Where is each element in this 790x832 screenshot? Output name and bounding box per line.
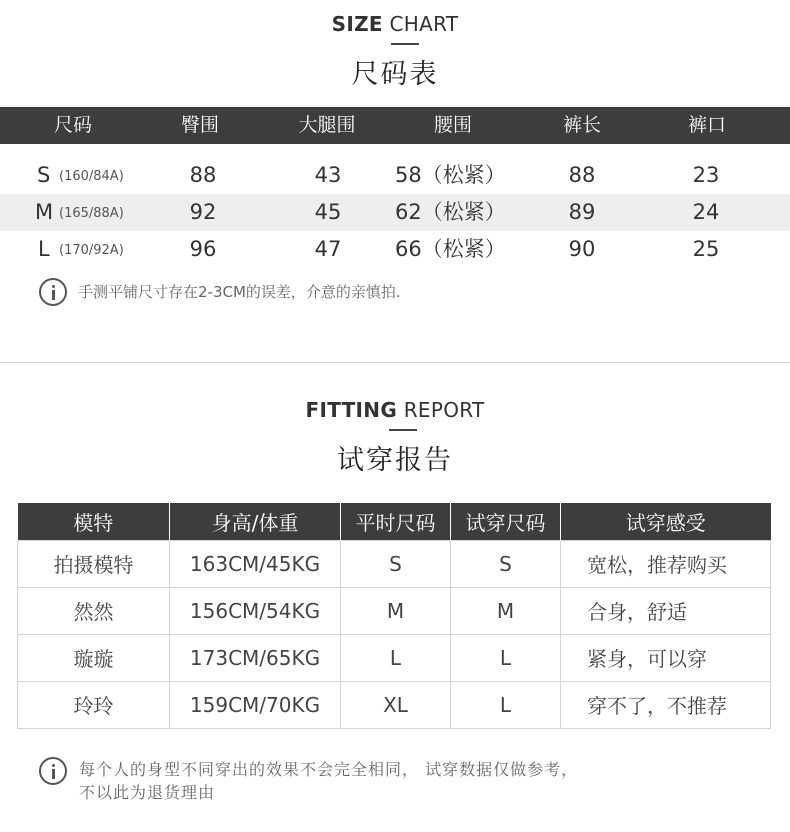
size-waist: 62（松紧） <box>395 200 506 224</box>
size-hem: 24 <box>692 200 720 224</box>
fitting-report-title-en <box>0 398 790 422</box>
size-thigh: 43 <box>314 163 342 187</box>
size-hem: 23 <box>692 163 720 187</box>
fit-height-weight: 156CM/54KG <box>170 587 341 634</box>
fit-tried-size: S <box>451 540 561 587</box>
fitting-report-header <box>18 503 771 540</box>
fit-tried-size: L <box>451 681 561 728</box>
size-spec: (165/88A) <box>59 206 124 221</box>
fit-height-weight: 159CM/70KG <box>170 681 341 728</box>
size-hip: 92 <box>189 200 217 224</box>
size-chart-title-zh: 尺码表 <box>351 59 439 90</box>
size-header-hem: 裤口 <box>687 114 726 136</box>
fit-model: 璇璇 <box>18 634 170 681</box>
fit-height-weight: 173CM/65KG <box>170 634 341 681</box>
fitting-report-note <box>79 758 578 804</box>
fit-tried-size: L <box>451 634 561 681</box>
size-row <box>0 231 790 268</box>
fit-usual-size: S <box>341 540 451 587</box>
size-hem: 25 <box>692 237 720 261</box>
fit-header-feedback: 试穿感受 <box>561 503 771 540</box>
size-length: 89 <box>568 200 596 224</box>
table-row <box>18 634 771 681</box>
size-thigh: 45 <box>314 200 342 224</box>
size-chart-note: 手测平铺尺寸存在2-3CM的误差，介意的亲慎拍. <box>78 283 401 301</box>
fitting-report-table <box>17 503 771 729</box>
size-header-waist: 腰围 <box>433 114 472 136</box>
fitting-report-note-line1: 每个人的身型不同穿出的效果不会完全相同， 试穿数据仅做参考， <box>79 760 579 779</box>
size-length: 90 <box>568 237 596 261</box>
fit-usual-size: M <box>341 587 451 634</box>
fitting-report-title-en-rest: REPORT <box>397 398 485 422</box>
size-chart-title-en <box>0 12 790 36</box>
fit-header-tried-size: 试穿尺码 <box>451 503 561 540</box>
size-code: L <box>38 237 50 261</box>
size-hip: 96 <box>189 237 217 261</box>
size-chart-title-en-bold: SIZE <box>331 12 383 36</box>
info-icon <box>39 757 67 785</box>
fit-height-weight: 163CM/45KG <box>170 540 341 587</box>
table-row <box>18 540 771 587</box>
fit-feedback: 穿不了，不推荐 <box>561 681 771 728</box>
fit-model: 然然 <box>18 587 170 634</box>
section-divider <box>0 362 790 363</box>
size-header-size: 尺码 <box>53 114 92 136</box>
fit-model: 拍摄模特 <box>18 540 170 587</box>
info-icon <box>39 278 67 306</box>
table-row <box>18 587 771 634</box>
size-spec: (160/84A) <box>59 169 124 184</box>
fit-feedback: 合身，舒适 <box>561 587 771 634</box>
size-header-hip: 臀围 <box>180 114 219 136</box>
fit-header-height-weight: 身高/体重 <box>170 503 341 540</box>
size-thigh: 47 <box>314 237 342 261</box>
fit-model: 玲玲 <box>18 681 170 728</box>
fit-feedback: 紧身，可以穿 <box>561 634 771 681</box>
size-header-thigh: 大腿围 <box>298 114 356 136</box>
fit-header-model: 模特 <box>18 503 170 540</box>
size-length: 88 <box>568 163 596 187</box>
fit-tried-size: M <box>451 587 561 634</box>
size-chart-title-rule <box>391 43 419 45</box>
fit-feedback: 宽松，推荐购买 <box>561 540 771 587</box>
fitting-report-note-line2: 不以此为退货理由 <box>79 783 216 802</box>
fit-usual-size: L <box>341 634 451 681</box>
size-header-length: 裤长 <box>562 114 601 136</box>
size-waist: 58（松紧） <box>395 163 506 187</box>
size-row <box>0 157 790 194</box>
size-chart-title-en-rest: CHART <box>382 12 459 36</box>
size-chart-header <box>0 107 790 144</box>
size-waist: 66（松紧） <box>395 237 506 261</box>
fitting-report-title-en-bold: FITTING <box>305 398 398 422</box>
size-spec: (170/92A) <box>59 243 124 258</box>
fit-usual-size: XL <box>341 681 451 728</box>
table-row <box>18 681 771 728</box>
size-code: M <box>35 200 54 224</box>
fit-header-usual-size: 平时尺码 <box>341 503 451 540</box>
fitting-report-title-zh: 试穿报告 <box>337 445 453 476</box>
size-row <box>0 194 790 231</box>
size-hip: 88 <box>189 163 217 187</box>
size-code: S <box>37 163 51 187</box>
fitting-report-title-rule <box>389 429 417 431</box>
